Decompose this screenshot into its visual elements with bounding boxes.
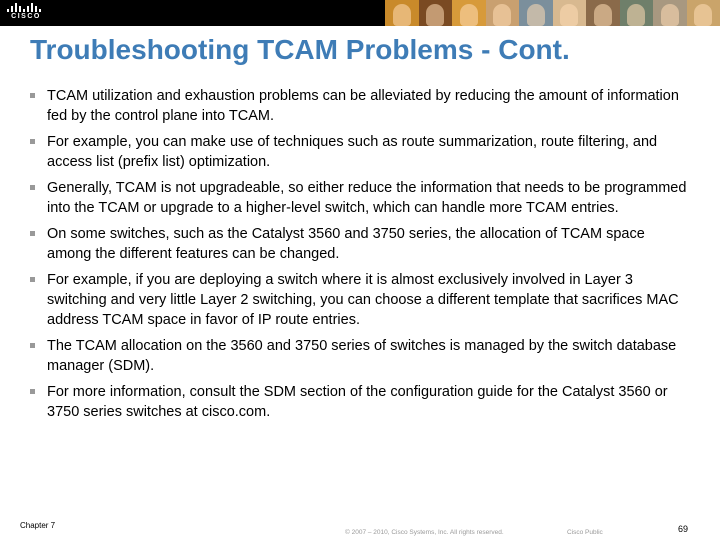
header-bar [0,0,720,26]
square-bullet-icon [30,231,35,236]
bullet-text: For more information, consult the SDM section of the configuration guide for the Catalyst 3560 or 3750 series switches at cisco.com. [47,384,668,420]
header-photo [653,0,687,26]
square-bullet-icon [30,343,35,348]
person-icon [460,4,478,26]
bullet-item [30,336,690,376]
bullet-item [30,86,690,126]
person-icon [393,4,411,26]
bullet-item [30,132,690,172]
cisco-bars-icon [6,3,46,13]
slide-title: Troubleshooting TCAM Problems - Cont. [30,34,570,65]
person-icon [426,4,444,26]
bullet-list [30,86,690,428]
square-bullet-icon [30,389,35,394]
footer-chapter: Chapter 7 [20,521,56,530]
photo-strip [385,0,720,26]
person-icon [694,4,712,26]
bullet-item [30,270,690,330]
header-photo [519,0,553,26]
square-bullet-icon [30,277,35,282]
person-icon [661,4,679,26]
header-photo [620,0,654,26]
page-number: 69 [678,524,689,534]
bullet-item [30,382,690,422]
bullet-text: The TCAM allocation on the 3560 and 3750 series of switches is managed by the switch database manager (SDM). [47,338,677,374]
bullet-text: Generally, TCAM is not upgradeable, so either reduce the information that needs to be programmed into the TCAM or upgrade to a higher-level switch, which can handle more TCAM entries. [47,180,687,216]
square-bullet-icon [30,139,35,144]
header-photo [419,0,453,26]
header-photo [486,0,520,26]
header-photo [452,0,486,26]
bullet-text: For example, if you are deploying a switch where it is almost exclusively involved in Layer 3 switching and very little Layer 2 switching, you can choose a different template that sacrifices MAC address TCAM space in favor of IP route entries. [47,272,679,328]
bullet-text: TCAM utilization and exhaustion problems can be alleviated by reducing the amount of information fed by the control plane into TCAM. [47,88,679,124]
cisco-logo [6,3,46,23]
person-icon [627,4,645,26]
footer-copyright: © 2007 – 2010, Cisco Systems, Inc. All rights reserved. [345,529,504,536]
person-icon [594,4,612,26]
person-icon [527,4,545,26]
bullet-item [30,178,690,218]
header-photo [553,0,587,26]
person-icon [560,4,578,26]
bullet-text: On some switches, such as the Catalyst 3560 and 3750 series, the allocation of TCAM space among the different features can be changed. [47,226,645,262]
bullet-item [30,224,690,264]
header-photo [586,0,620,26]
cisco-wordmark: CISCO [11,13,41,20]
person-icon [493,4,511,26]
square-bullet-icon [30,185,35,190]
square-bullet-icon [30,93,35,98]
header-photo [687,0,720,26]
bullet-text: For example, you can make use of techniques such as route summarization, route filtering, and access list (prefix list) optimization. [47,134,658,170]
footer-classification: Cisco Public [567,529,603,536]
header-photo [385,0,419,26]
